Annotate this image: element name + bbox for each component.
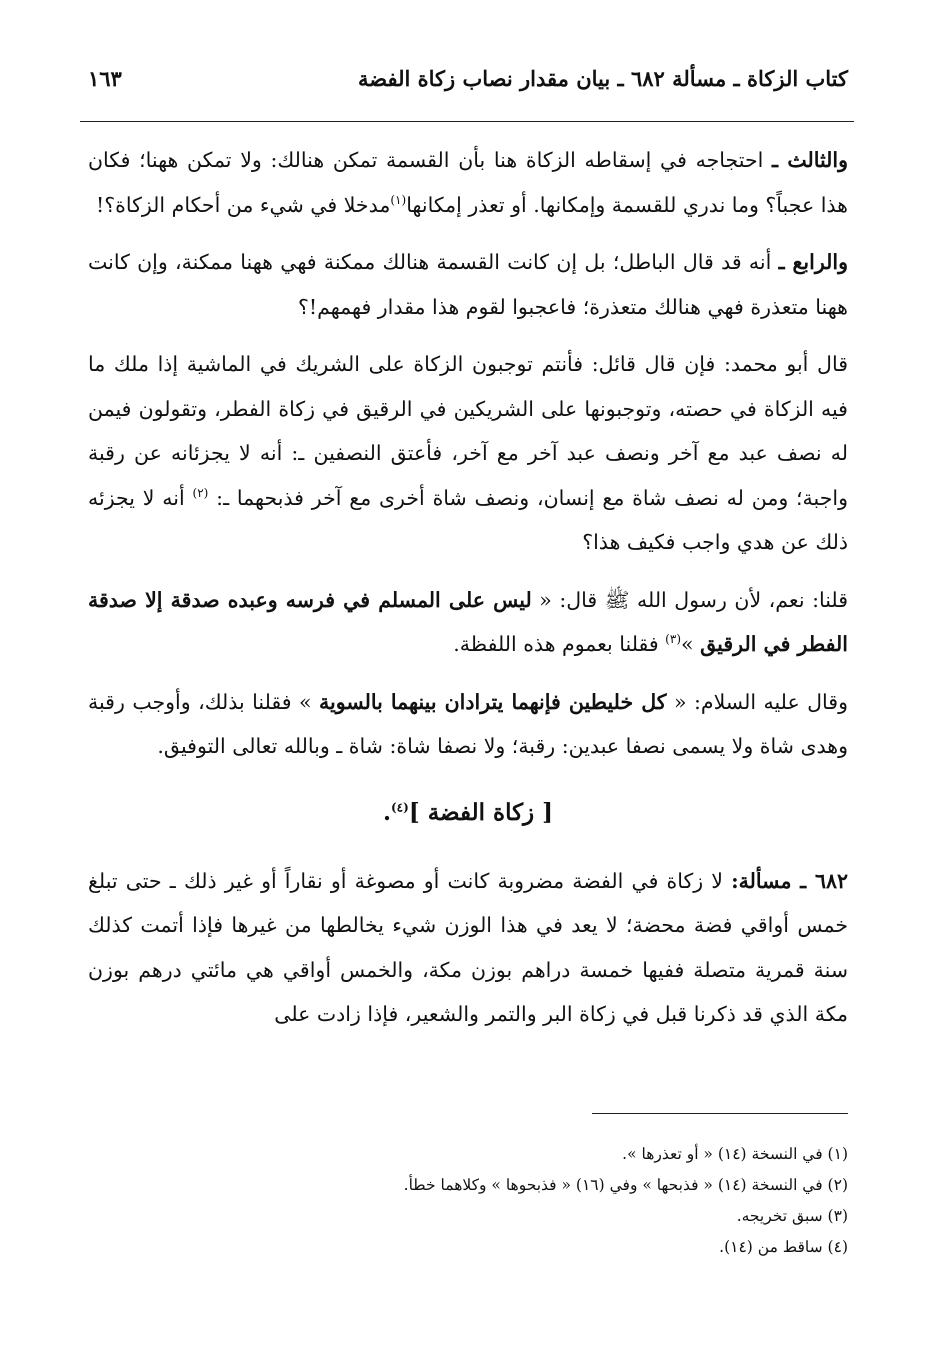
running-header	[88, 66, 848, 106]
paragraph-hadith-khalit	[88, 680, 848, 769]
paragraph-objection	[88, 342, 848, 565]
paragraph-text-cont: أنه لا يجزئه ذلك عن هدي واجب فكيف هذا؟	[88, 485, 848, 554]
section-heading-dot: .	[382, 798, 391, 826]
header-rule	[80, 121, 854, 122]
paragraph-text: قلنا: نعم، لأن رسول الله ﷺ قال: «	[531, 587, 848, 612]
paragraph-lead: والثالث ـ	[772, 148, 849, 172]
paragraph-fourth-point	[88, 240, 848, 329]
paragraph-reply	[88, 578, 848, 667]
paragraph-text: أنه قد قال الباطل؛ بل إن كانت القسمة هنالك ممكنة فهي ههنا ممكنة، وإن كانت ههنا متعذرة فهي هنالك متعذرة؛ فاعجبوا لقوم هذا مقدار فهمهم!؟	[88, 250, 848, 319]
paragraph-text-cont: مدخلا في شيء من أحكام الزكاة؟!	[96, 192, 391, 217]
paragraph-text: لا زكاة في الفضة مضروبة كانت أو مصوغة أو نقاراً أو غير ذلك ـ حتى تبلغ خمس أواقي فضة محضة؛ لا يعد في هذا الوزن شيء يخالطها من غيرها فإذا أتمت كذلك سنة قمرية متصلة ففيها خمسة دراهم بوزن مكة، والخمس أواقي هي مائتي درهم بوزن مكة الذي قد ذكرنا قبل في زكاة البر والتمر والشعير، فإذا زادت على	[88, 868, 848, 1026]
page-number: ١٦٣	[88, 66, 122, 91]
header-title: كتاب الزكاة ـ مسألة ٦٨٢ ـ بيان مقدار نصاب زكاة الفضة	[358, 66, 848, 91]
hadith-quote: ليس على المسلم في فرسه وعبده صدقة إلا صدقة الفطر في الرقيق	[88, 587, 848, 656]
section-heading	[88, 791, 848, 835]
main-text	[88, 138, 848, 1050]
paragraph-lead: والرابع ـ	[778, 250, 848, 274]
footnote-3: (٣) سبق تخريجه.	[736, 1207, 848, 1225]
paragraph-third-point	[88, 138, 848, 227]
footnotes	[88, 1139, 848, 1263]
footnote-1: (١) في النسخة (١٤) « أو تعذرها ».	[622, 1145, 848, 1163]
section-heading-text: [ زكاة الفضة ]	[408, 798, 554, 826]
footnote-2: (٢) في النسخة (١٤) « فذبحها » وفي (١٦) « فذبحوها » وكلاهما خطأ.	[403, 1176, 848, 1194]
paragraph-text: وقال عليه السلام: «	[666, 689, 848, 714]
paragraph-text-cont: » فقلنا بذلك، وأوجب رقبة وهدى شاة ولا يسمى نصفا عبدين: رقبة؛ ولا نصفا شاة: شاة ـ وبالله تعالى التوفيق.	[88, 689, 848, 758]
footnote-rule	[592, 1113, 848, 1114]
paragraph-text: احتجاجه في إسقاطه الزكاة هنا بأن القسمة تمكن هنالك: ولا تمكن ههنا؛ فكان هذا عجباً؟ وما ندري للقسمة وإمكانها. أو تعذر إمكانها	[88, 148, 848, 217]
footnote-ref-1: (١)	[390, 192, 407, 207]
paragraph-masala-682	[88, 859, 848, 1037]
footnote-4: (٤) ساقط من (١٤).	[719, 1238, 848, 1256]
paragraph-text-cont: فقلنا بعموم هذه اللفظة.	[453, 632, 666, 656]
hadith-quote: كل خليطين فإنهما يترادان بينهما بالسوية	[319, 689, 667, 714]
paragraph-text: قال أبو محمد: فإن قال قائل: فأنتم توجبون الزكاة على الشريك في الماشية إذا ملك ما فيه الزكاة في حصته، وتوجبونها على الشريكين في الرقيق في زكاة الفطر، وتقولون فيمن له نصف عبد مع آخر ونصف عبد آخر مع آخر، فأعتق النصفين ـ: أنه لا يجزئانه عن رقبة واجبة؛ ومن له نصف شاة مع إنسان، ونصف شاة أخرى مع آخر فذبحهما ـ:	[88, 352, 849, 510]
quote-close: »	[681, 632, 701, 656]
masala-number: ٦٨٢ ـ مسألة:	[731, 868, 848, 893]
footnote-ref-2: (٢)	[192, 485, 209, 500]
footnote-ref-4: (٤)	[390, 799, 409, 814]
footnote-ref-3: (٣)	[665, 632, 681, 647]
